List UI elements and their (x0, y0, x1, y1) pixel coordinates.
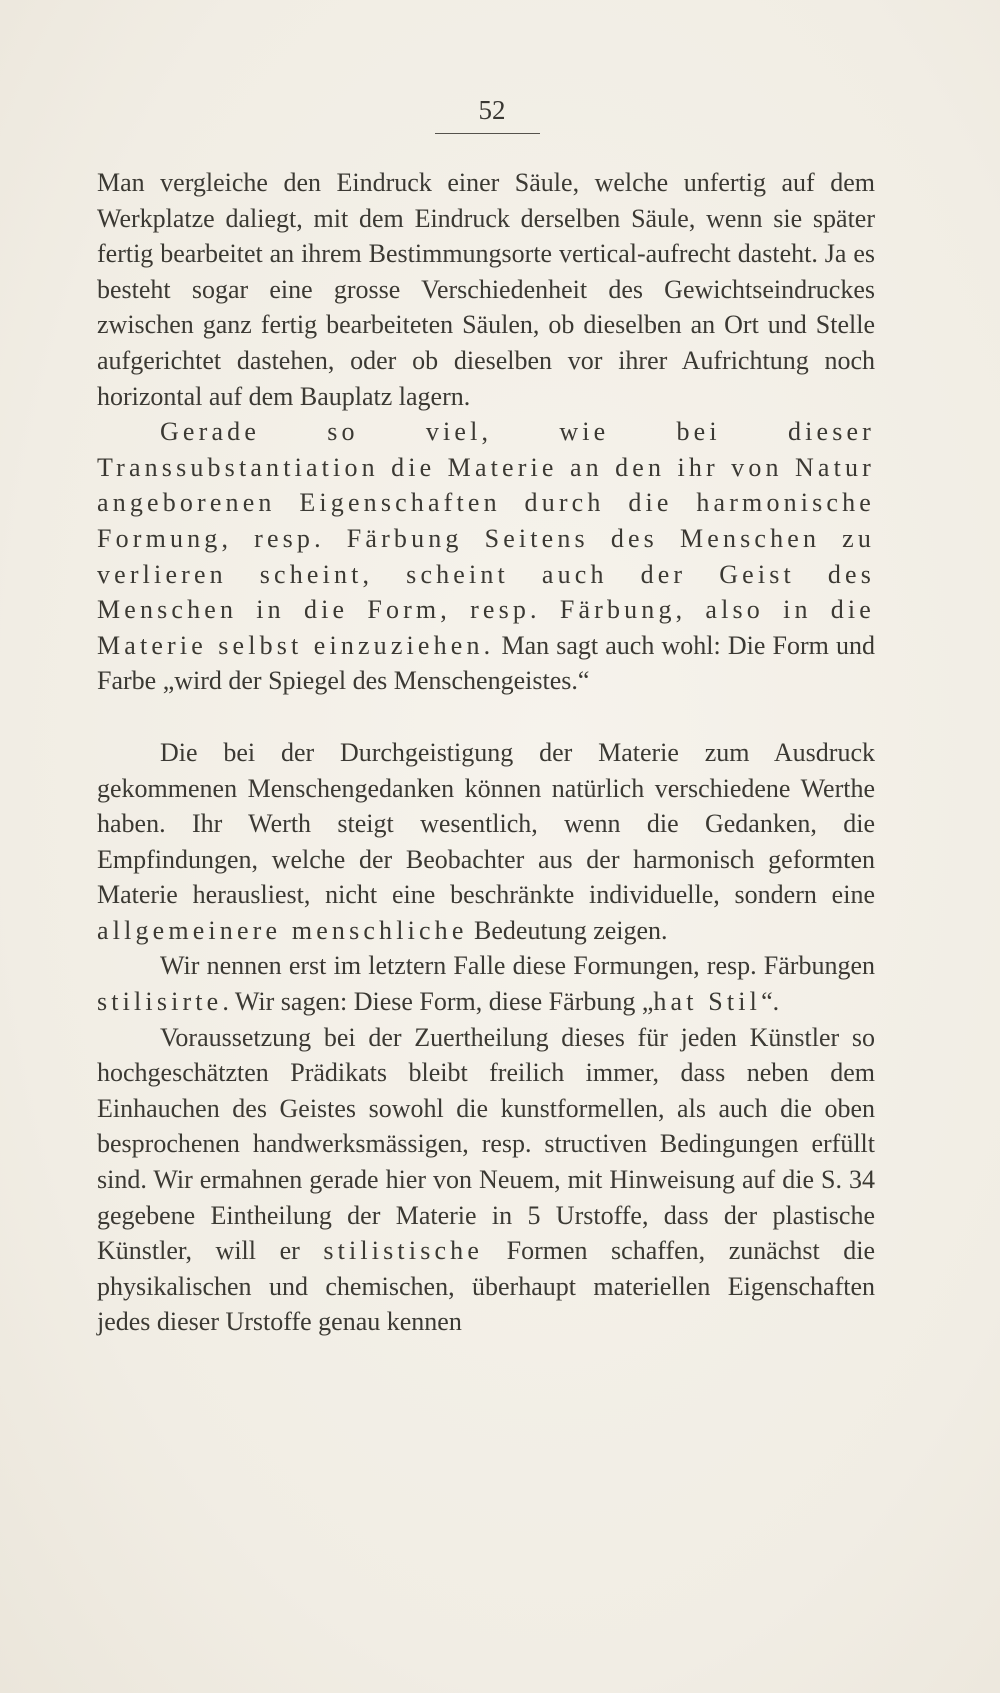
paragraph-5-text-a: Voraussetzung bei der Zuertheilung dieses für jeden Künstler so hochgeschätzten Prädikats bleibt freilich immer, dass neben dem Einhauchen des Geistes sowohl die kunstformellen, als auch die oben besprochenen handwerksmässigen, resp. structiven Bedingungen erfüllt sind. Wir ermahnen gerade hier von Neuem, mit Hinweisung auf die S. 34 gegebene Eintheilung der Materie in 5 Urstoffe, dass der plastische Künstler, will er (97, 1022, 875, 1266)
paragraph-5-emphasis: stilistische (323, 1236, 484, 1266)
paragraph-3-emphasis: allgemeinere menschliche (97, 915, 468, 945)
paragraph-3-text-a: Die bei der Durchgeistigung der Materie zum Ausdruck gekommenen Menschengedanken können natürlich verschiedene Werthe haben. Ihr Werth steigt wesentlich, wenn die Gedanken, die Empfindungen, welche der Beobachter aus der harmonisch geformten Materie herausliest, nicht eine beschränkte individuelle, sondern eine (97, 737, 875, 910)
page-number: 52 (478, 95, 506, 125)
paragraph-4-text-c: . Wir sagen: Diese Form, diese Färbung „ (222, 987, 654, 1017)
body-text (97, 165, 875, 1340)
paragraph-2-spaced-text: Gerade so viel, wie bei dieser Transsubstantiation die Materie an den ihr von Natur angeborenen Eigenschaften durch die harmonische Formung, resp. Färbung Seitens des Menschen zu verlieren scheint, scheint auch der Geist des Menschen in die Form, resp. Färbung, also in die Materie selbst einzuziehen. (97, 417, 875, 660)
paragraph-3-text-c: Bedeutung zeigen. (467, 915, 668, 945)
paragraph-1 (97, 165, 875, 414)
paragraph-2-text: Man sagt auch wohl: Die Form und Farbe „wird der Spiegel des Menschengeistes.“ (97, 630, 875, 696)
header-rule (435, 133, 540, 134)
paragraph-4-text-a: Wir nennen erst im letztern Falle diese Formungen, resp. Färbungen (160, 951, 875, 981)
paragraph-4 (97, 948, 875, 1019)
paragraph-1-text: Man vergleiche den Eindruck einer Säule, welche unfertig auf dem Werkplatze daliegt, mit dem Eindruck derselben Säule, wenn sie später fertig bearbeitet an ihrem Bestimmungsorte vertical-aufrecht dasteht. Ja es besteht sogar eine grosse Verschiedenheit des Gewichtseindruckes zwischen ganz fertig bearbeiteten Säulen, ob dieselben an Ort und Stelle aufgerichtet dastehen, oder ob dieselben vor ihrer Aufrichtung noch horizontal auf dem Bauplatz lagern. (97, 168, 875, 411)
paragraph-4-emphasis-2: hat Stil (653, 987, 762, 1017)
paragraph-4-emphasis-1: stilisirte (97, 987, 223, 1017)
paragraph-5-text-c: Formen schaffen, zunächst die physikalischen und chemischen, überhaupt materiellen Eigenschaften jedes dieser Urstoffe genau kennen (97, 1236, 875, 1337)
paragraph-5 (97, 1020, 875, 1340)
paragraph-2 (97, 414, 875, 699)
paragraph-3 (97, 735, 875, 949)
paragraph-4-text-e: “. (761, 987, 780, 1017)
